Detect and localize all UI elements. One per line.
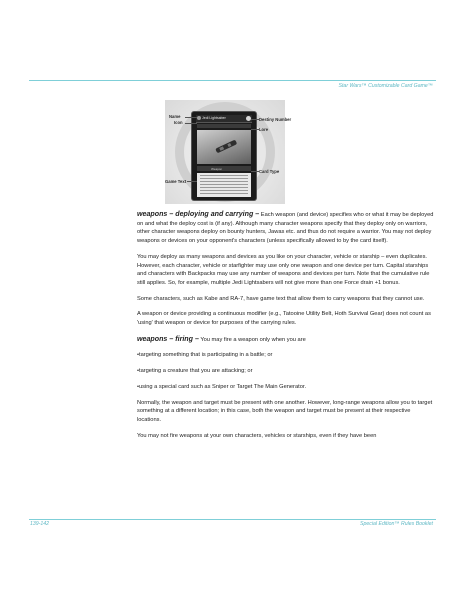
label-destiny-number: Destiny Number xyxy=(259,117,292,122)
entry-heading-firing: weapons – firing – xyxy=(137,334,199,343)
leader-line-destiny xyxy=(251,119,259,120)
paragraph-text: Each weapon (and device) specifies who or what it may be deployed on and what the deploy cost is (if any). Although many character weapons specify that they deploy only on warriors, other character weapons deploy on bounty hunters, Jawas etc. and thus do not require a warrior. You may not deploy weapons or devices on your opponent's characters (unless specifically allowed to by the card itself). xyxy=(137,212,434,245)
label-card-type: Card Type xyxy=(259,169,280,174)
entry-heading-deploying: weapons – deploying and carrying – xyxy=(137,210,260,218)
paragraph-weapons-deploying xyxy=(137,210,435,246)
paragraph-present-with: Normally, the weapon and target must be present with one another. However, long-range weapons allow you to target something at a different location; in this case, both the weapon and target must be present at their respective locations. xyxy=(137,399,433,423)
leader-line-name xyxy=(185,117,197,118)
running-footer: Special Edition™ Rules Booklet xyxy=(360,521,433,527)
bullet-creature: •targeting a creature that you are attacking; or xyxy=(137,368,253,375)
paragraph-carry-only: Some characters, such as Kabe and RA-7, have game text that allow them to carry weapons that they cannot use. xyxy=(137,295,425,302)
leader-line-lore xyxy=(251,129,259,130)
lightsaber-icon xyxy=(197,130,251,164)
paragraph-multiple-weapons: You may deploy as many weapons and devices as you like on your character, vehicle or starship – even duplicates. However, each character, vehicle or starfighter may use only one weapon and one device per turn. Capital starships and characters with Backpacks may use any number of weapons and devices per turn. Note that the cumulative rule still applies. So, for example, multiple Jedi Lightsabers will not give more than one Force drain +1 bonus. xyxy=(137,253,430,286)
label-name: Name xyxy=(169,114,181,119)
running-header: Star Wars™ Customizable Card Game™ xyxy=(338,83,433,89)
card-game-text-box xyxy=(197,173,251,197)
page-numbers: 139-142 xyxy=(30,521,50,527)
footer-rule xyxy=(29,519,436,520)
label-icon: Icon xyxy=(174,120,183,125)
card-anatomy-diagram xyxy=(165,100,292,204)
leader-line-card-type xyxy=(251,171,259,172)
paragraph-own-characters: You may not fire weapons at your own characters, vehicles or starships, even if they have been xyxy=(137,432,377,439)
card-name: Jedi Lightsaber xyxy=(202,115,226,120)
card-icon xyxy=(197,116,201,120)
bullet-special-card: •using a special card such as Sniper or Target The Main Generator. xyxy=(137,383,307,390)
card-type-text: Weapon xyxy=(211,166,223,171)
rules-text xyxy=(137,210,435,447)
bullet-participating: •targeting something that is participating in a battle; or xyxy=(137,352,273,359)
paragraph-text: You may fire a weapon only when you are xyxy=(198,336,306,343)
card-type-bar xyxy=(197,166,251,171)
sample-card xyxy=(192,112,256,200)
label-game-text: Game Text xyxy=(165,179,187,184)
header-rule xyxy=(29,80,436,81)
leader-line-game-text xyxy=(187,181,197,182)
card-lore-strip xyxy=(197,124,251,128)
paragraph-continuous-modifier: A weapon or device providing a continuous modifier (e.g., Tatooine Utility Belt, Hoth Survival Gear) does not count as 'using' that weapon or device for purposes of the carrying rules. xyxy=(137,311,431,327)
paragraph-weapons-firing xyxy=(137,335,435,345)
label-lore: Lore xyxy=(259,127,269,132)
leader-line-icon xyxy=(185,123,197,124)
card-image xyxy=(197,130,251,164)
